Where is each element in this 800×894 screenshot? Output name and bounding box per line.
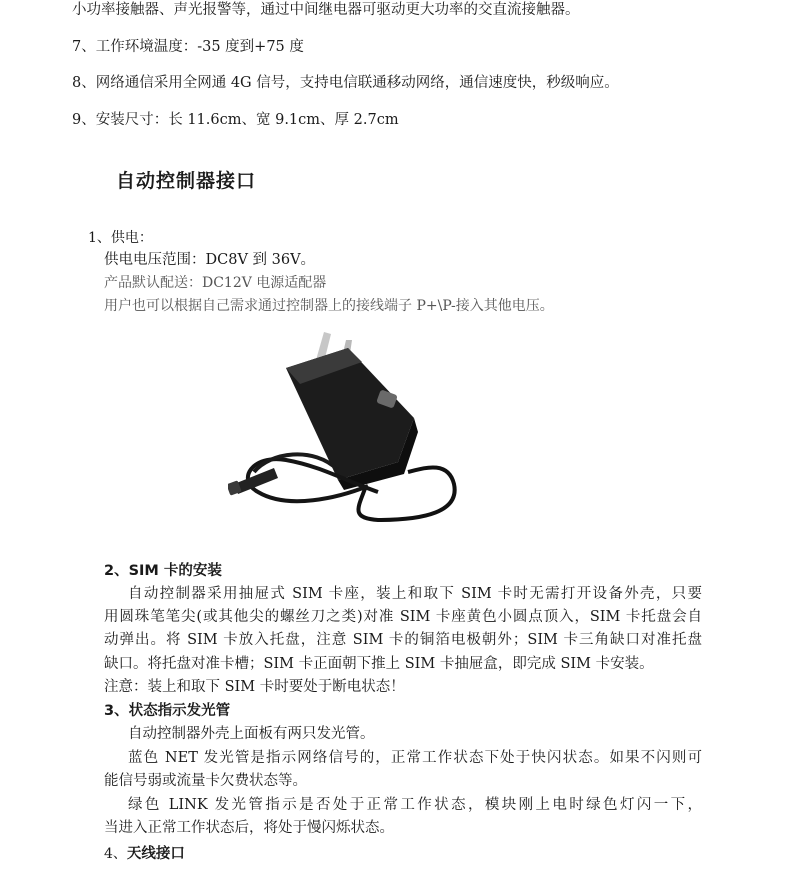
sim-heading: 2、SIM 卡的安装 [104,563,222,579]
led-link-line-1: 绿色 LINK 发光管指示是否处于正常工作状态，模块刚上电时绿色灯闪一下， [128,797,702,813]
intro-continuation: 小功率接触器、声光报警等，通过中间继电器可驱动更大功率的交直流接触器。 [72,2,580,18]
led-net-line-1: 蓝色 NET 发光管是指示网络信号的，正常工作状态下处于快闪状态。如果不闪则可 [128,750,702,766]
power-adapter-icon [228,322,480,542]
antenna-label: 天线接口 [126,846,185,862]
spec-item-7: 7、工作环境温度：-35 度到+75 度 [72,39,304,55]
sim-paragraph-line-1: 自动控制器采用抽屉式 SIM 卡座，装上和取下 SIM 卡时无需打开设备外壳，只要 [128,586,702,602]
led-paragraph-1: 自动控制器外壳上面板有两只发光管。 [128,726,375,742]
antenna-number: 4、 [104,846,127,862]
power-custom-voltage: 用户也可以根据自己需求通过控制器上的接线端子 P+\P-接入其他电压。 [104,298,554,314]
led-heading: 3、状态指示发光管 [104,703,231,719]
led-link-line-2: 当进入正常工作状态后，将处于慢闪烁状态。 [104,820,394,836]
sim-paragraph-line-3: 动弹出。将 SIM 卡放入托盘，注意 SIM 卡的铜箔电极朝外；SIM 卡三角缺口对准托盘 [104,632,702,648]
led-net-line-2: 能信号弱或流量卡欠费状态等。 [104,773,307,789]
sim-note: 注意：装上和取下 SIM 卡时要处于断电状态！ [104,679,405,695]
section-title: 自动控制器接口 [116,170,257,192]
power-voltage-range: 供电电压范围：DC8V 到 36V。 [104,252,316,268]
spec-item-9: 9、安装尺寸：长 11.6cm、宽 9.1cm、厚 2.7cm [72,112,399,128]
antenna-heading [104,844,185,864]
power-heading: 1、供电： [88,230,153,246]
power-adapter-photo [228,322,480,542]
power-default-adapter: 产品默认配送：DC12V 电源适配器 [104,275,327,291]
spec-item-8: 8、网络通信采用全网通 4G 信号，支持电信联通移动网络，通信速度快，秒级响应。 [72,75,619,91]
sim-paragraph-line-4: 缺口。将托盘对准卡槽；SIM 卡正面朝下推上 SIM 卡抽屉盒，即完成 SIM 卡安装。 [104,656,654,672]
sim-paragraph-line-2: 用圆珠笔笔尖(或其他尖的螺丝刀之类)对准 SIM 卡座黄色小圆点顶入，SIM 卡托盘会自 [104,609,702,625]
